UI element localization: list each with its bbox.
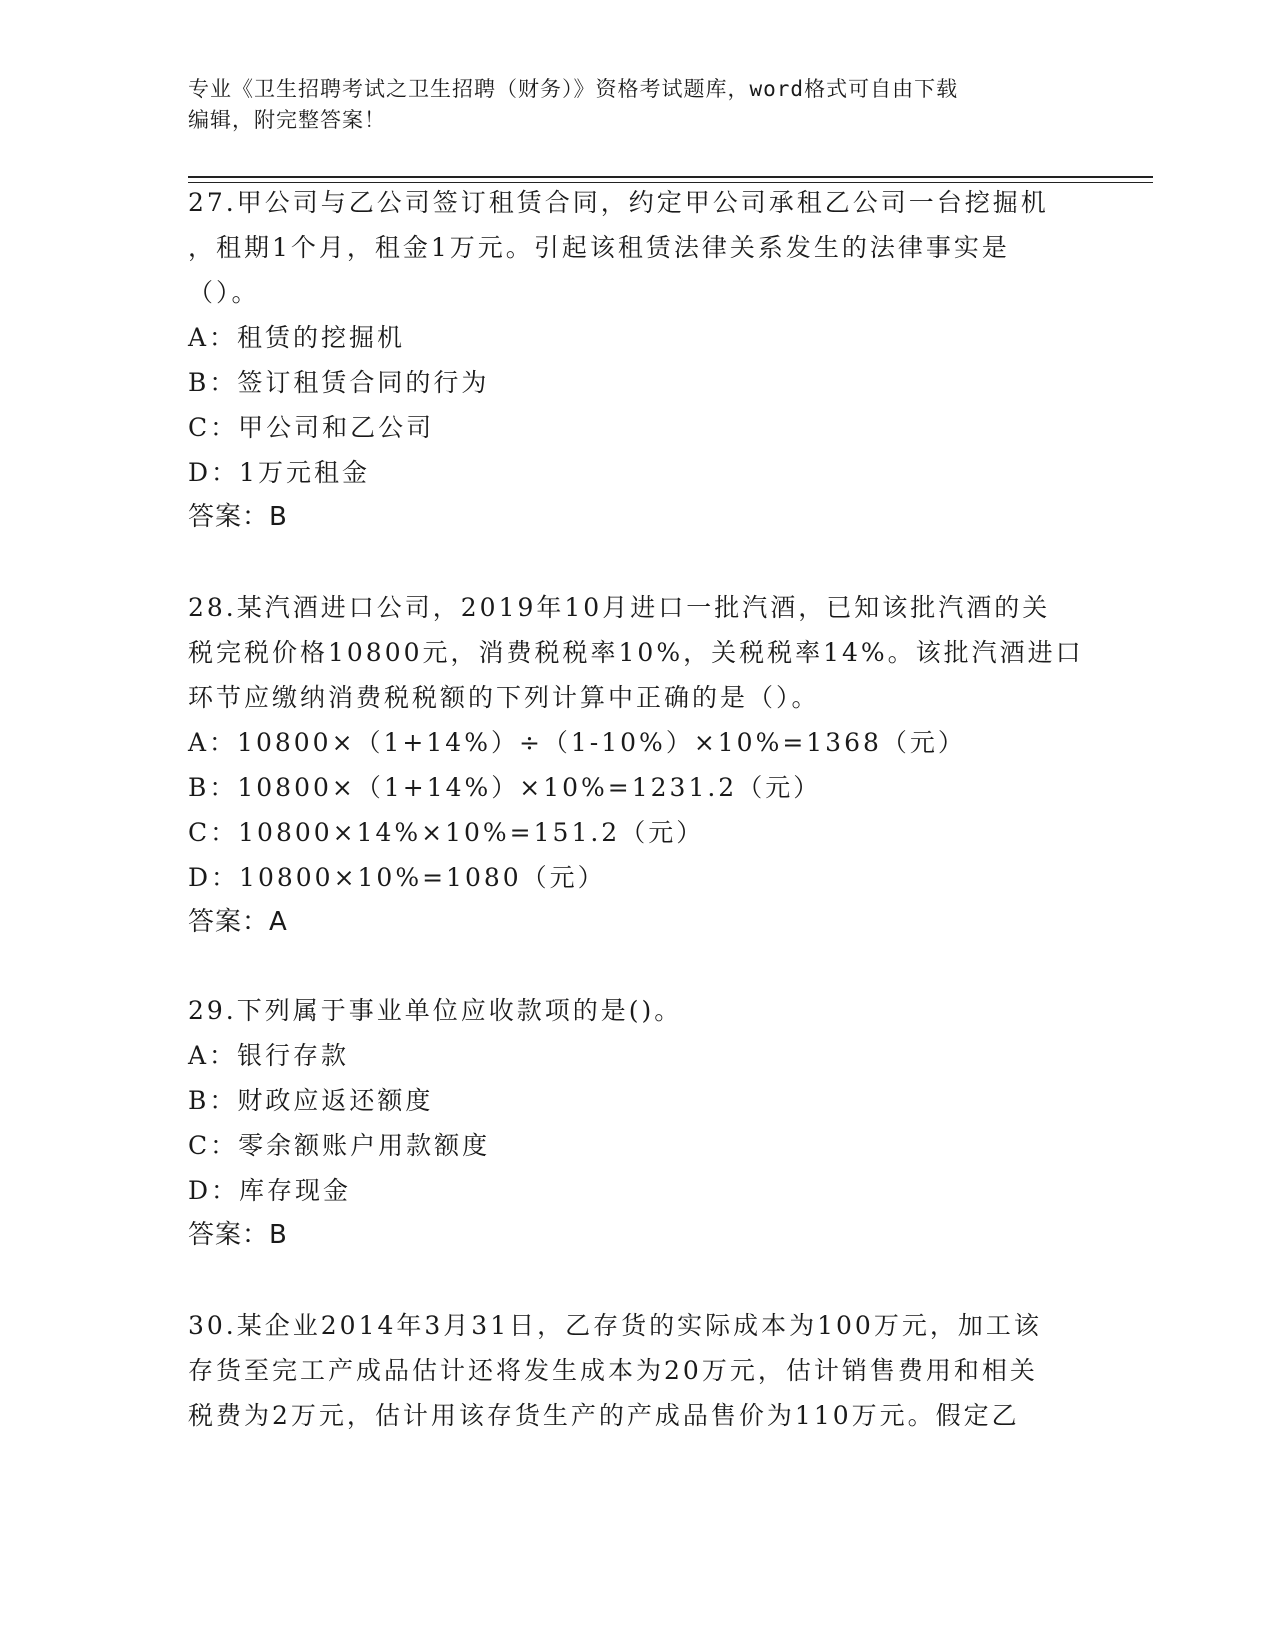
- option-a: A：银行存款: [188, 1041, 350, 1070]
- option-b: B：10800×（1+14%）×10%=1231.2（元）: [188, 773, 822, 802]
- option-b: B：签订租赁合同的行为: [188, 368, 490, 397]
- question-28: [188, 585, 1108, 945]
- question-stem-line: 税完税价格10800元，消费税税率10%，关税税率14%。该批汽酒进口: [188, 638, 1084, 667]
- option-c: C：甲公司和乙公司: [188, 413, 435, 442]
- question-stem-line: 28.某汽酒进口公司，2019年10月进口一批汽酒，已知该批汽酒的关: [188, 593, 1051, 622]
- question-stem-line: 27.甲公司与乙公司签订租赁合同，约定甲公司承租乙公司一台挖掘机: [188, 188, 1049, 217]
- question-stem-line: 税费为2万元，估计用该存货生产的产成品售价为110万元。假定乙: [188, 1401, 1020, 1430]
- question-29: [188, 988, 1108, 1258]
- question-27: [188, 180, 1108, 540]
- option-d: D：1万元租金: [188, 458, 370, 487]
- option-a: A：10800×（1+14%）÷（1-10%）×10%=1368（元）: [188, 728, 966, 757]
- question-stem-line: 环节应缴纳消费税税额的下列计算中正确的是（）。: [188, 683, 820, 712]
- document-header: [188, 74, 1088, 136]
- option-d: D：库存现金: [188, 1176, 352, 1205]
- question-stem-line: （）。: [188, 278, 260, 307]
- header-line-2: 编辑，附完整答案！: [188, 108, 386, 132]
- answer-label: 答案：B: [188, 1220, 288, 1250]
- answer-label: 答案：A: [188, 907, 288, 937]
- header-divider-thick: [188, 176, 1153, 178]
- question-30: [188, 1303, 1108, 1438]
- option-c: C：10800×14%×10%=151.2（元）: [188, 818, 705, 847]
- option-c: C：零余额账户用款额度: [188, 1131, 491, 1160]
- answer-label: 答案：B: [188, 502, 288, 532]
- header-line-1: 专业《卫生招聘考试之卫生招聘（财务）》资格考试题库，word格式可自由下载: [188, 77, 959, 101]
- option-b: B：财政应返还额度: [188, 1086, 434, 1115]
- question-stem-line: 29.下列属于事业单位应收款项的是()。: [188, 996, 683, 1025]
- option-d: D：10800×10%=1080（元）: [188, 863, 606, 892]
- option-a: A：租赁的挖掘机: [188, 323, 406, 352]
- question-stem-line: 存货至完工产成品估计还将发生成本为20万元，估计销售费用和相关: [188, 1356, 1038, 1385]
- question-stem-line: 30.某企业2014年3月31日，乙存货的实际成本为100万元，加工该: [188, 1311, 1042, 1340]
- question-stem-line: ，租期1个月，租金1万元。引起该租赁法律关系发生的法律事实是: [188, 233, 1010, 262]
